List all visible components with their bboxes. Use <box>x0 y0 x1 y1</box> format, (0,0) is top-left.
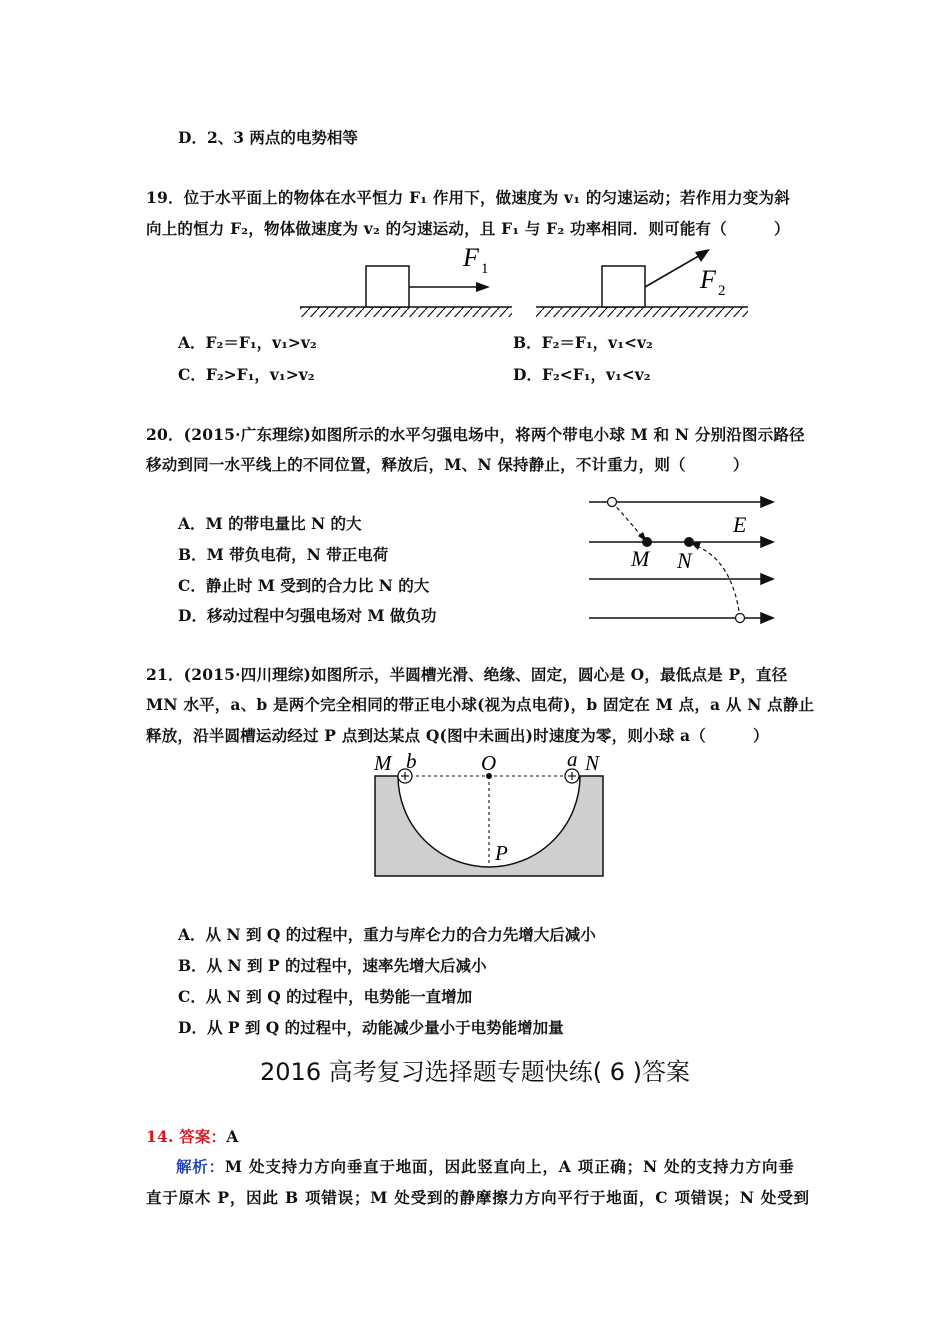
q19-figure <box>290 240 760 320</box>
answer14-analysis-line1: 解析：M 处支持力方向垂直于地面，因此竖直向上，A 项正确；N 处的支持力方向垂 <box>176 1157 795 1176</box>
q21-stem-line3: 释放，沿半圆槽运动经过 P 点到达某点 Q(图中未画出)时速度为零，则小球 a（ ） <box>146 726 769 745</box>
q21-label-p: P <box>495 841 508 865</box>
q20-figure <box>585 492 785 632</box>
q20-label-n: N <box>677 548 692 573</box>
q20-label-e: E <box>733 512 747 537</box>
q19-option-b: B．F₂＝F₁，v₁<v₂ <box>513 333 653 352</box>
q21-option-d: D．从 P 到 Q 的过程中，动能减少量小于电势能增加量 <box>178 1018 564 1037</box>
q21-label-m: M <box>374 751 392 775</box>
q19-option-a: A．F₂＝F₁，v₁>v₂ <box>178 333 317 352</box>
q19-stem-line2: 向上的恒力 F₂，物体做速度为 v₂ 的匀速运动，且 F₁ 与 F₂ 功率相同．则可能有（ ） <box>146 219 790 238</box>
q19-option-d: D．F₂<F₁，v₁<v₂ <box>513 365 651 384</box>
q21-figure <box>370 748 610 880</box>
q21-label-a: a <box>567 748 578 771</box>
q20-option-d: D．移动过程中匀强电场对 M 做负功 <box>178 606 437 625</box>
q21-stem-line1: 21．(2015·四川理综)如图所示，半圆槽光滑、绝缘、固定，圆心是 O，最低点是 P，直径 <box>146 665 788 684</box>
answer14-value: A <box>226 1127 239 1146</box>
q19-label-f1: F <box>463 243 479 272</box>
q20-ball-n <box>684 537 694 547</box>
q20-option-a: A．M 的带电量比 N 的大 <box>178 514 362 533</box>
q19-label-f2: F <box>700 265 716 294</box>
q21-label-b: b <box>406 749 417 773</box>
q20-option-c: C．静止时 M 受到的合力比 N 的大 <box>178 576 430 595</box>
q21-stem-line2: MN 水平，a、b 是两个完全相同的带正电小球(视为点电荷)，b 固定在 M 点，a 从 N 点静止 <box>146 695 815 714</box>
q19-arrow-f2 <box>645 254 702 287</box>
q19-sub-f2: 2 <box>718 283 726 299</box>
q21-option-a: A．从 N 到 Q 的过程中，重力与库仑力的合力先增大后减小 <box>178 925 596 944</box>
q19-stem-line1: 19．位于水平面上的物体在水平恒力 F₁ 作用下，做速度为 v₁ 的匀速运动；若作用力变为斜 <box>146 188 790 207</box>
q21-option-c: C．从 N 到 Q 的过程中，电势能一直增加 <box>178 987 473 1006</box>
answer14-analysis-label: 解析： <box>176 1157 225 1176</box>
q21-label-o: O <box>481 751 497 775</box>
q19-option-c: C．F₂>F₁，v₁>v₂ <box>178 365 315 384</box>
answer14-label: 14. 答案： <box>146 1127 227 1146</box>
answer14-line <box>146 1125 239 1147</box>
q20-stem-line1: 20．(2015·广东理综)如图所示的水平匀强电场中，将两个带电小球 M 和 N 分别沿图示路径 <box>146 425 805 444</box>
q20-label-m: M <box>631 546 650 571</box>
q19-block-left <box>366 266 409 307</box>
answer-title: 2016 高考复习选择题专题快练( 6 )答案 <box>260 1058 690 1086</box>
q19-block-right <box>602 266 645 307</box>
q21-option-b: B．从 N 到 P 的过程中，速率先增大后减小 <box>178 956 487 975</box>
q20-option-b: B．M 带负电荷，N 带正电荷 <box>178 545 389 564</box>
q19-sub-f1: 1 <box>481 261 489 277</box>
q18-option-d: D．2、3 两点的电势相等 <box>178 128 358 147</box>
answer14-analysis-line2: 直于原木 P，因此 B 项错误；M 处受到的静摩擦力方向平行于地面，C 项错误；N 处受到 <box>146 1188 810 1207</box>
q20-stem-line2: 移动到同一水平线上的不同位置，释放后，M、N 保持静止，不计重力，则（ ） <box>146 455 749 474</box>
q21-label-n: N <box>585 751 600 775</box>
